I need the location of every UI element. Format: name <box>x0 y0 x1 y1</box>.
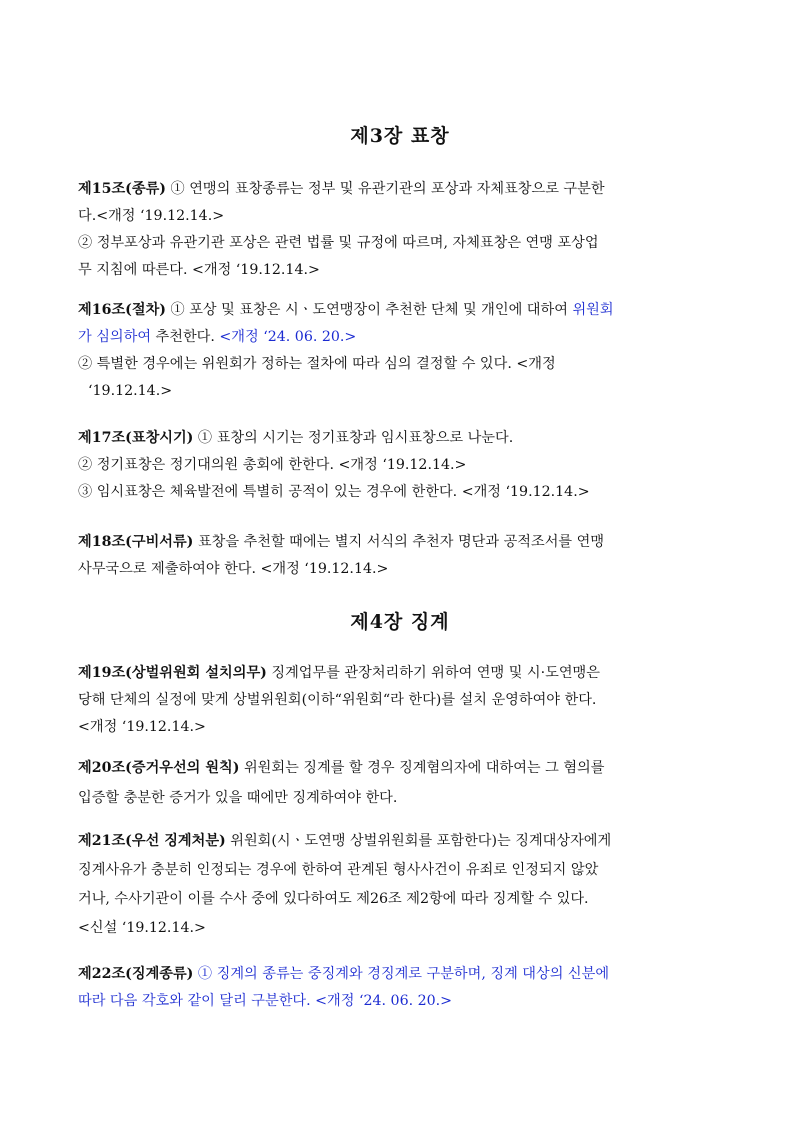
article-16-heading: 제16조(절차) <box>78 302 166 318</box>
article-22-line-2: 따라 다음 각호와 같이 달리 구분한다. <개정 ‘24. 06. 20.> <box>78 993 453 1009</box>
article-16-line-1: 제16조(절차) ① 포상 및 표창은 시ㆍ도연맹장이 추천한 단체 및 개인에 대하여 위원회 <box>78 302 614 318</box>
article-17-line-2: ② 정기표창은 정기대의원 총회에 한한다. <개정 ‘19.12.14.> <box>78 457 467 473</box>
article-17-heading: 제17조(표창시기) <box>78 430 194 446</box>
article-18-heading: 제18조(구비서류) <box>78 534 194 550</box>
article-15-line-4: 무 지침에 따른다. <개정 ‘19.12.14.> <box>78 262 320 278</box>
article-16 <box>78 297 726 405</box>
article-21 <box>78 828 726 942</box>
article-15-line-2: 다.<개정 ‘19.12.14.> <box>78 208 225 224</box>
article-16-line-4: ‘19.12.14.> <box>88 383 173 399</box>
article-19-heading: 제19조(상벌위원회 설치의무) <box>78 665 267 681</box>
article-20-line-1: 제20조(증거우선의 원칙) 위원회는 징계를 할 경우 징계혐의자에 대하여는 그 혐의를 <box>78 760 605 776</box>
article-21-heading: 제21조(우선 징계처분) <box>78 833 226 849</box>
article-16-line-2: 가 심의하여 추천한다. <개정 ‘24. 06. 20.> <box>78 329 357 345</box>
article-21-line-4: <신설 ‘19.12.14.> <box>78 920 206 936</box>
article-15 <box>78 176 726 284</box>
article-19-line-3: <개정 ‘19.12.14.> <box>78 719 206 735</box>
article-20-heading: 제20조(증거우선의 원칙) <box>78 760 240 776</box>
article-15-line-1: 제15조(종류) ① 연맹의 표창종류는 정부 및 유관기관의 포상과 자체표창으로 구분한 <box>78 181 605 197</box>
article-22-heading: 제22조(징계종류) <box>78 966 194 982</box>
revision-text: 위원회 <box>572 302 614 318</box>
article-18 <box>78 529 726 583</box>
chapter-4-title: 제4장 징계 <box>350 611 450 633</box>
article-17-line-3: ③ 임시표창은 체육발전에 특별히 공적이 있는 경우에 한한다. <개정 ‘19.12.14.> <box>78 484 590 500</box>
article-22-line-1: 제22조(징계종류) ① 징계의 종류는 중징계와 경징계로 구분하며, 징계 대상의 신분에 <box>78 966 610 982</box>
article-16-line-3: ② 특별한 경우에는 위원회가 정하는 절차에 따라 심의 결정할 수 있다. <개정 <box>78 356 556 372</box>
revision-text: 가 심의하여 <box>78 329 152 345</box>
article-21-line-2: 징계사유가 충분히 인정되는 경우에 한하여 관계된 형사사건이 유죄로 인정되지 않았 <box>78 862 599 878</box>
chapter-3-title: 제3장 표창 <box>350 125 450 147</box>
article-22 <box>78 961 726 1015</box>
article-20-line-2: 입증할 충분한 증거가 있을 때에만 징계하여야 한다. <box>78 790 398 806</box>
article-19-line-1: 제19조(상벌위원회 설치의무) 징계업무를 관장처리하기 위하여 연맹 및 시·도연맹은 <box>78 665 600 681</box>
article-20 <box>78 755 726 812</box>
article-17 <box>78 425 726 506</box>
article-18-line-1: 제18조(구비서류) 표창을 추천할 때에는 별지 서식의 추천자 명단과 공적조서를 연맹 <box>78 534 605 550</box>
article-19-line-2: 당해 단체의 실정에 맞게 상벌위원회(이하“위원회“라 한다)를 설치 운영하여야 한다. <box>78 692 597 708</box>
article-18-line-2: 사무국으로 제출하여야 한다. <개정 ‘19.12.14.> <box>78 561 389 577</box>
article-19 <box>78 660 726 741</box>
article-15-line-3: ② 정부포상과 유관기관 포상은 관련 법률 및 규정에 따르며, 자체표창은 연맹 포상업 <box>78 235 599 251</box>
article-15-heading: 제15조(종류) <box>78 181 166 197</box>
revision-note: <개정 ‘24. 06. 20.> <box>219 329 357 345</box>
article-17-line-1: 제17조(표창시기) ① 표창의 시기는 정기표창과 임시표창으로 나눈다. <box>78 430 514 446</box>
article-21-line-3: 거나, 수사기관이 이를 수사 중에 있다하여도 제26조 제2항에 따라 징계할 수 있다. <box>78 891 589 907</box>
article-21-line-1: 제21조(우선 징계처분) 위원회(시ㆍ도연맹 상벌위원회를 포함한다)는 징계대상자에게 <box>78 833 612 849</box>
